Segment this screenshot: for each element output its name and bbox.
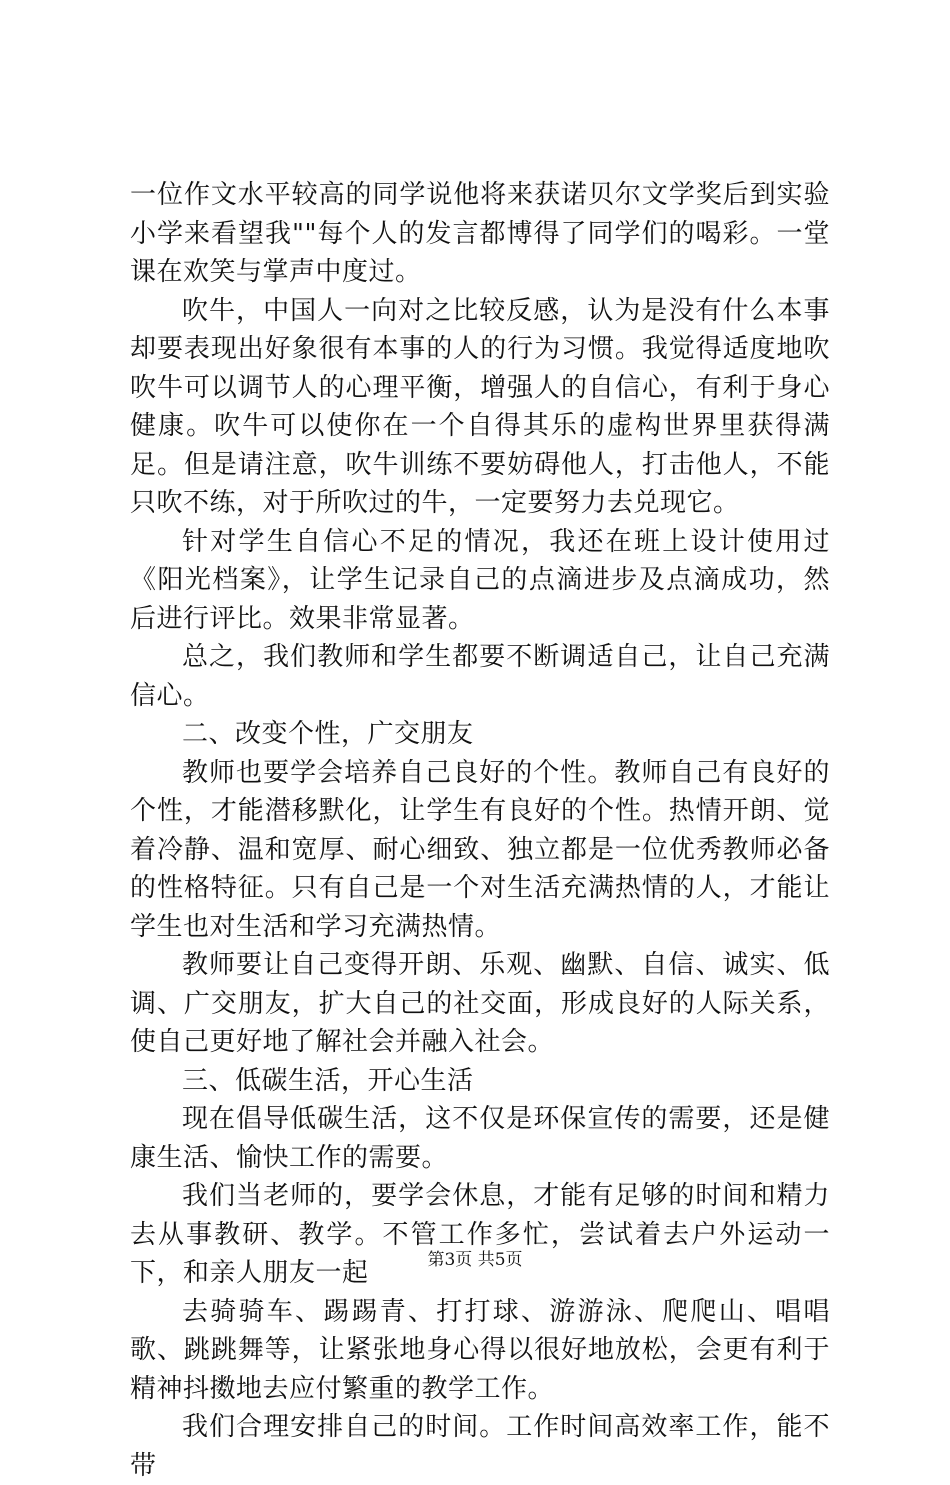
- section-heading: 三、低碳生活，开心生活: [182, 1065, 474, 1096]
- paragraph: 教师要让自己变得开朗、乐观、幽默、自信、诚实、低调、广交朋友，扩大自己的社交面，形成良好的人际关系，使自己更好地了解社会并融入社会。: [130, 950, 830, 1057]
- paragraph: 我们合理安排自己的时间。工作时间高效率工作，能不带: [130, 1412, 830, 1481]
- paragraph: 教师也要学会培养自己良好的个性。教师自己有良好的个性，才能潜移默化，让学生有良好的个性。热情开朗、觉着冷静、温和宽厚、耐心细致、独立都是一位优秀教师必备的性格特征。只有自己是一个对生活充满热情的人，才能让学生也对生活和学习充满热情。: [130, 757, 830, 942]
- page-footer: 第3页 共5页: [427, 1250, 523, 1270]
- paragraph: 我们当老师的，要学会休息，才能有足够的时间和精力去从事教研、教学。不管工作多忙，尝试着去户外运动一下，和亲人朋友一起: [130, 1181, 830, 1288]
- paragraph: 吹牛，中国人一向对之比较反感，认为是没有什么本事却要表现出好象很有本事的人的行为习惯。我觉得适度地吹吹牛可以调节人的心理平衡，增强人的自信心，有利于身心健康。吹牛可以使你在一个自得其乐的虚构世界里获得满足。但是请注意，吹牛训练不要妨碍他人，打击他人，不能只吹不练，对于所吹过的牛，一定要努力去兑现它。: [130, 295, 830, 518]
- document-body: [130, 176, 830, 1485]
- section-heading: 二、改变个性，广交朋友: [182, 719, 474, 749]
- paragraph: 现在倡导低碳生活，这不仅是环保宣传的需要，还是健康生活、愉快工作的需要。: [130, 1104, 830, 1173]
- paragraph: 针对学生自信心不足的情况，我还在班上设计使用过《阳光档案》，让学生记录自己的点滴进步及点滴成功，然后进行评比。效果非常显著。: [130, 526, 830, 634]
- paragraph: 总之，我们教师和学生都要不断调适自己，让自己充满信心。: [130, 642, 830, 711]
- paragraph: 去骑骑车、踢踢青、打打球、游游泳、爬爬山、唱唱歌、跳跳舞等，让紧张地身心得以很好地放松，会更有利于精神抖擞地去应付繁重的教学工作。: [130, 1296, 830, 1404]
- paragraph: 一位作文水平较高的同学说他将来获诺贝尔文学奖后到实验小学来看望我""每个人的发言都博得了同学们的喝彩。一堂课在欢笑与掌声中度过。: [130, 180, 830, 287]
